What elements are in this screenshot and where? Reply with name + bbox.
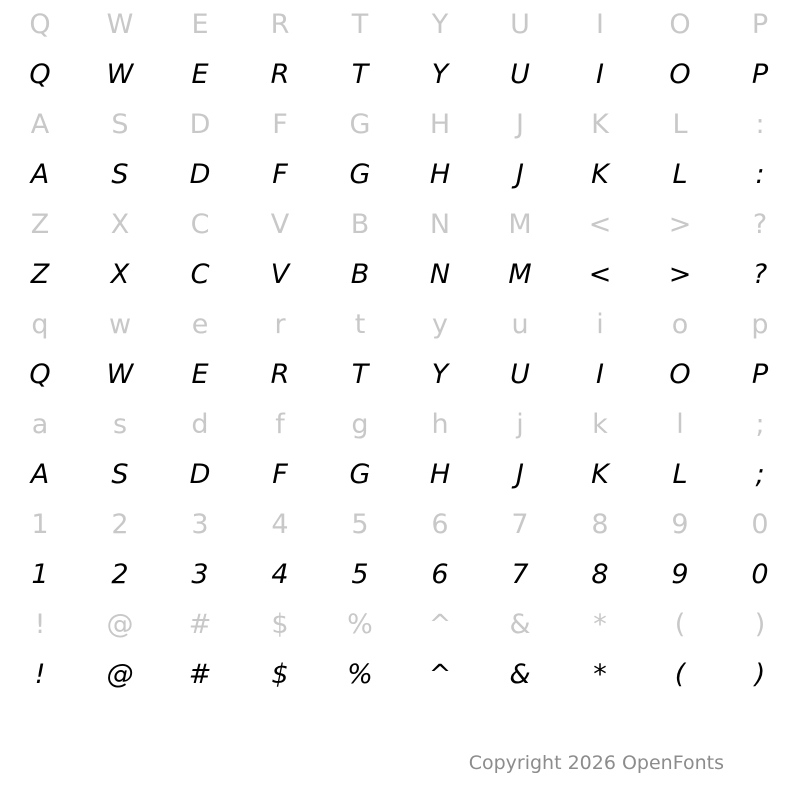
glyph-cell: T: [351, 9, 369, 40]
glyph-cell: W: [106, 359, 134, 390]
glyph-cell: 4: [271, 559, 289, 590]
glyph-cell: R: [270, 9, 290, 40]
copyright-notice: Copyright 2026 OpenFonts: [468, 752, 724, 774]
glyph-cell: &: [509, 609, 531, 640]
glyph-cell: P: [751, 9, 769, 40]
glyph-cell: *: [593, 609, 607, 640]
glyph-cell: V: [270, 259, 290, 290]
glyph-cell: 1: [31, 509, 49, 540]
glyph-cell: g: [351, 409, 369, 440]
specimen-row-sample: [0, 250, 800, 300]
glyph-cell: ): [754, 659, 766, 690]
glyph-cell: w: [108, 309, 132, 340]
glyph-cell: P: [751, 359, 769, 390]
glyph-cell: 8: [591, 509, 609, 540]
glyph-cell: F: [272, 159, 288, 190]
glyph-cell: I: [596, 59, 604, 90]
glyph-cell: >: [668, 209, 692, 240]
glyph-cell: K: [591, 109, 609, 140]
glyph-cell: 3: [191, 559, 209, 590]
glyph-cell: B: [350, 209, 370, 240]
glyph-cell: W: [106, 9, 134, 40]
glyph-cell: H: [429, 459, 451, 490]
glyph-cell: T: [351, 359, 369, 390]
glyph-cell: L: [672, 159, 688, 190]
glyph-cell: 9: [671, 509, 689, 540]
glyph-cell: J: [516, 109, 524, 140]
glyph-cell: O: [669, 9, 691, 40]
glyph-cell: A: [30, 459, 50, 490]
glyph-cell: B: [350, 259, 370, 290]
glyph-cell: 7: [511, 509, 529, 540]
glyph-cell: M: [508, 259, 532, 290]
glyph-cell: E: [191, 59, 209, 90]
glyph-cell: Y: [431, 59, 449, 90]
glyph-cell: 5: [351, 509, 369, 540]
glyph-cell: d: [191, 409, 209, 440]
glyph-cell: 6: [431, 559, 449, 590]
glyph-cell: a: [31, 409, 49, 440]
glyph-cell: I: [596, 9, 604, 40]
glyph-cell: N: [429, 259, 451, 290]
glyph-cell: 7: [511, 559, 529, 590]
glyph-cell: ;: [755, 459, 765, 490]
glyph-cell: U: [510, 9, 530, 40]
glyph-cell: 8: [591, 559, 609, 590]
glyph-cell: F: [272, 459, 288, 490]
specimen-row-reference: [0, 100, 800, 150]
glyph-cell: J: [516, 159, 524, 190]
glyph-cell: J: [516, 459, 524, 490]
glyph-cell: ): [754, 609, 766, 640]
glyph-cell: Y: [431, 359, 449, 390]
glyph-cell: N: [429, 209, 451, 240]
glyph-cell: t: [354, 309, 366, 340]
glyph-cell: D: [189, 459, 211, 490]
glyph-cell: (: [674, 659, 686, 690]
glyph-cell: I: [596, 359, 604, 390]
glyph-cell: H: [429, 159, 451, 190]
glyph-cell: T: [351, 59, 369, 90]
glyph-cell: U: [510, 359, 530, 390]
glyph-cell: ^: [428, 609, 452, 640]
glyph-cell: A: [30, 159, 50, 190]
glyph-cell: 0: [751, 559, 769, 590]
specimen-row-reference: [0, 400, 800, 450]
glyph-cell: j: [516, 409, 524, 440]
glyph-cell: P: [751, 59, 769, 90]
glyph-cell: G: [349, 459, 371, 490]
glyph-cell: Q: [29, 359, 51, 390]
specimen-row-reference: [0, 600, 800, 650]
glyph-cell: 2: [111, 509, 129, 540]
glyph-cell: &: [509, 659, 531, 690]
glyph-cell: E: [191, 359, 209, 390]
glyph-cell: k: [592, 409, 608, 440]
glyph-cell: u: [511, 309, 529, 340]
specimen-row-sample: [0, 50, 800, 100]
glyph-cell: R: [270, 359, 290, 390]
glyph-cell: C: [190, 209, 210, 240]
glyph-cell: L: [672, 459, 688, 490]
glyph-cell: M: [508, 209, 532, 240]
glyph-cell: e: [191, 309, 209, 340]
glyph-cell: O: [669, 59, 691, 90]
glyph-cell: S: [111, 159, 129, 190]
glyph-cell: r: [274, 309, 286, 340]
glyph-cell: p: [751, 309, 769, 340]
specimen-row-sample: [0, 150, 800, 200]
glyph-cell: L: [672, 109, 688, 140]
glyph-cell: @: [106, 609, 134, 640]
glyph-cell: 0: [751, 509, 769, 540]
glyph-cell: U: [510, 59, 530, 90]
glyph-cell: y: [432, 309, 448, 340]
glyph-cell: K: [591, 459, 609, 490]
glyph-cell: s: [112, 409, 128, 440]
glyph-cell: V: [270, 209, 290, 240]
glyph-cell: Z: [30, 259, 50, 290]
glyph-cell: S: [111, 109, 129, 140]
specimen-row-reference: [0, 200, 800, 250]
glyph-cell: $: [271, 609, 289, 640]
glyph-cell: 3: [191, 509, 209, 540]
glyph-cell: G: [349, 159, 371, 190]
specimen-row-sample: [0, 650, 800, 700]
specimen-row-sample: [0, 450, 800, 500]
glyph-cell: 4: [271, 509, 289, 540]
glyph-cell: q: [31, 309, 49, 340]
glyph-cell: G: [349, 109, 371, 140]
glyph-cell: #: [188, 609, 212, 640]
glyph-cell: R: [270, 59, 290, 90]
glyph-cell: H: [429, 109, 451, 140]
specimen-row-sample: [0, 550, 800, 600]
glyph-cell: X: [110, 209, 130, 240]
glyph-cell: S: [111, 459, 129, 490]
glyph-cell: O: [669, 359, 691, 390]
glyph-cell: h: [431, 409, 449, 440]
glyph-cell: <: [588, 259, 612, 290]
glyph-cell: 1: [31, 559, 49, 590]
glyph-cell: *: [593, 659, 607, 690]
glyph-cell: ^: [428, 659, 452, 690]
glyph-cell: Y: [431, 9, 449, 40]
glyph-cell: 6: [431, 509, 449, 540]
glyph-cell: ;: [755, 409, 765, 440]
glyph-cell: Q: [29, 59, 51, 90]
specimen-row-reference: [0, 500, 800, 550]
specimen-row-sample: [0, 350, 800, 400]
glyph-cell: :: [755, 109, 765, 140]
glyph-cell: E: [191, 9, 209, 40]
glyph-cell: o: [671, 309, 689, 340]
glyph-cell: <: [588, 209, 612, 240]
glyph-cell: ?: [752, 259, 768, 290]
glyph-cell: ?: [752, 209, 768, 240]
glyph-cell: !: [34, 609, 46, 640]
glyph-cell: D: [189, 159, 211, 190]
glyph-cell: %: [347, 659, 373, 690]
glyph-cell: C: [190, 259, 210, 290]
glyph-cell: 2: [111, 559, 129, 590]
glyph-cell: @: [106, 659, 134, 690]
glyph-cell: f: [275, 409, 285, 440]
glyph-cell: #: [188, 659, 212, 690]
glyph-cell: l: [676, 409, 684, 440]
glyph-cell: W: [106, 59, 134, 90]
glyph-cell: 9: [671, 559, 689, 590]
specimen-row-reference: [0, 0, 800, 50]
glyph-cell: F: [272, 109, 288, 140]
specimen-row-reference: [0, 300, 800, 350]
glyph-cell: D: [189, 109, 211, 140]
glyph-cell: :: [755, 159, 765, 190]
glyph-cell: Q: [29, 9, 51, 40]
glyph-cell: (: [674, 609, 686, 640]
glyph-cell: i: [596, 309, 604, 340]
glyph-cell: %: [347, 609, 373, 640]
glyph-cell: X: [110, 259, 130, 290]
glyph-cell: A: [30, 109, 50, 140]
glyph-cell: >: [668, 259, 692, 290]
glyph-cell: $: [271, 659, 289, 690]
glyph-cell: !: [34, 659, 46, 690]
glyph-cell: K: [591, 159, 609, 190]
glyph-cell: Z: [30, 209, 50, 240]
glyph-cell: 5: [351, 559, 369, 590]
